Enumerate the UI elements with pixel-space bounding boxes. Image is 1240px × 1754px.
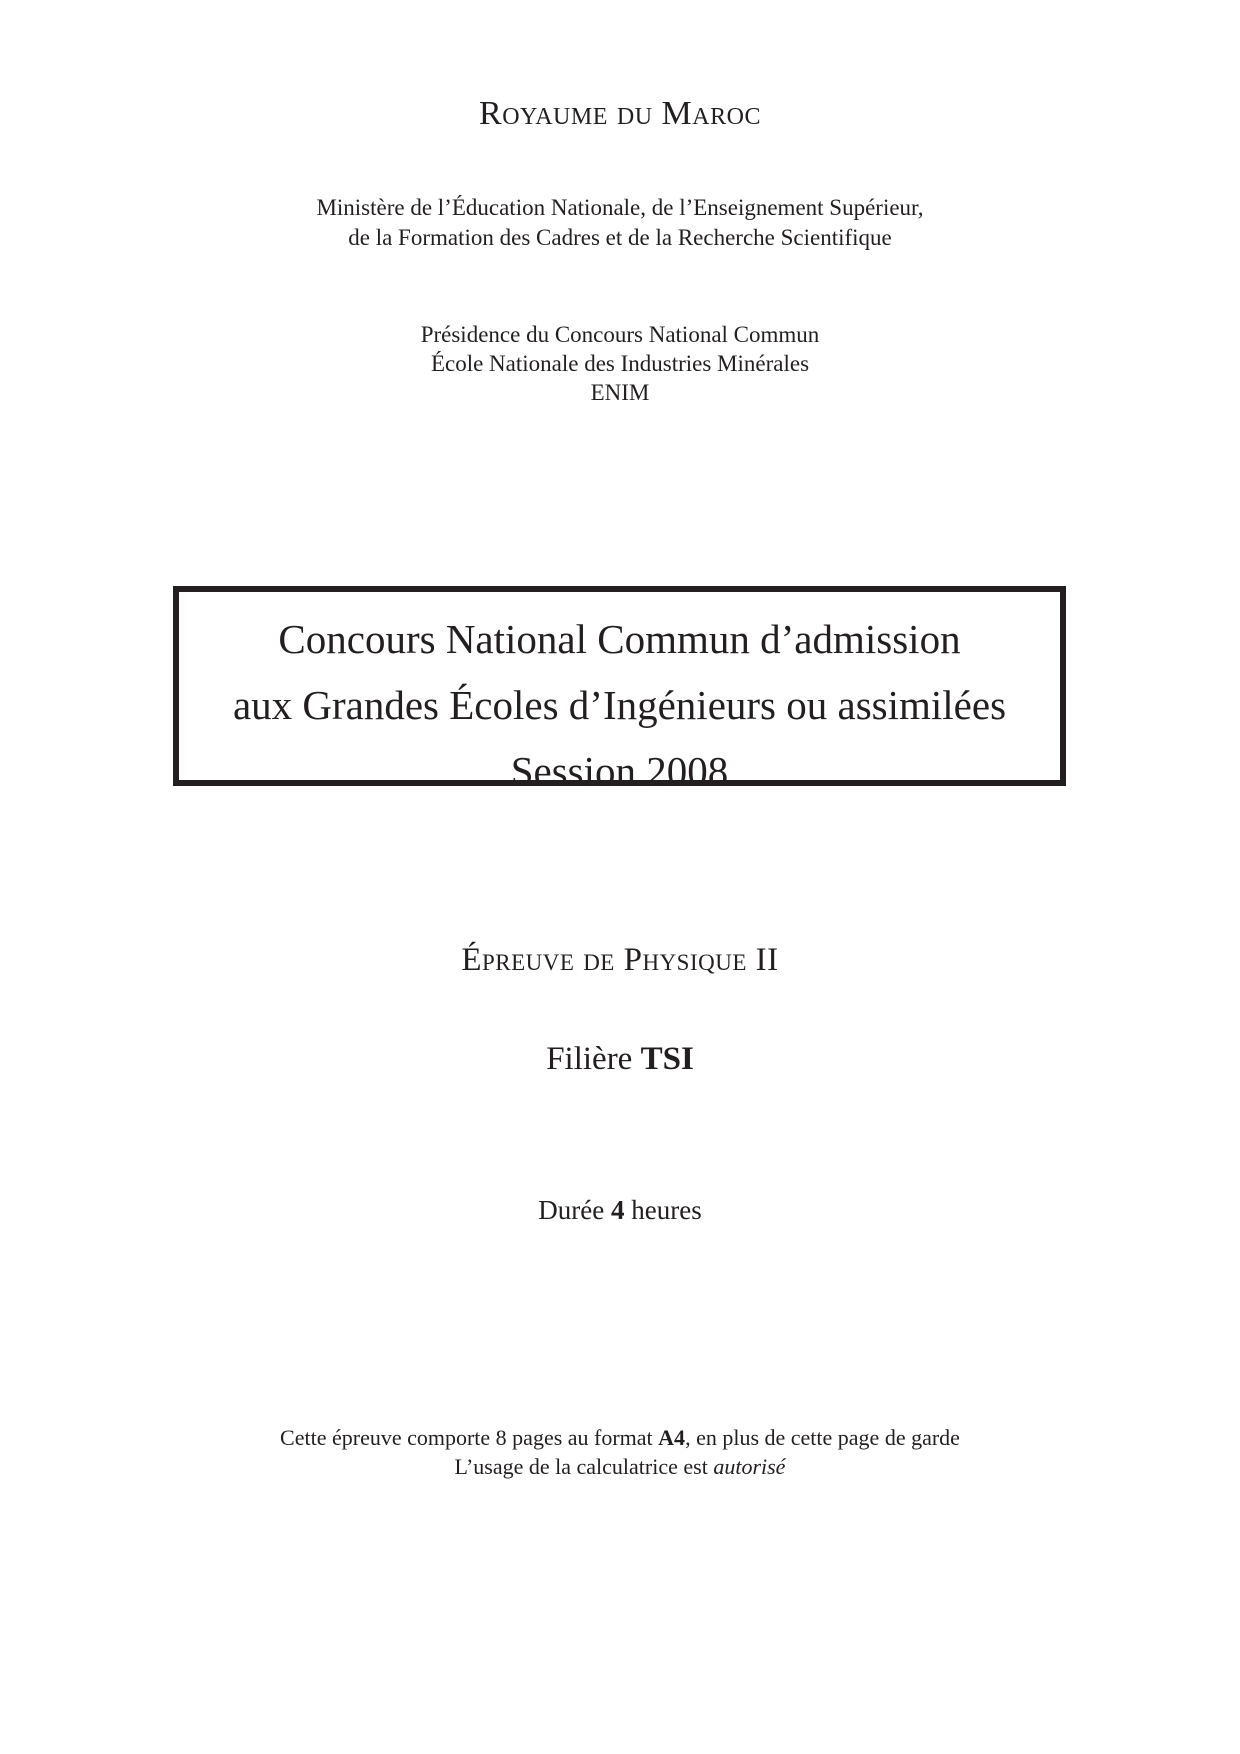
presidency-line-1: Présidence du Concours National Commun bbox=[420, 322, 820, 347]
exam-title: Épreuve de Physique II bbox=[461, 942, 779, 978]
ministry-block bbox=[0, 193, 1240, 253]
calculator-note-prefix: L’usage de la calculatrice est bbox=[454, 1454, 708, 1479]
duration-suffix: heures bbox=[631, 1195, 702, 1225]
duration-prefix: Durée bbox=[538, 1195, 605, 1225]
track-value: TSI bbox=[640, 1041, 694, 1077]
ministry-line-2: de la Formation des Cadres et de la Recherche Scientifique bbox=[348, 225, 892, 250]
presidency-block bbox=[0, 320, 1240, 407]
duration-line bbox=[0, 1192, 1240, 1228]
contest-title-box bbox=[173, 586, 1066, 794]
presidency-line-3: ENIM bbox=[590, 380, 650, 405]
pages-note-prefix: Cette épreuve comporte 8 pages au format bbox=[280, 1425, 653, 1450]
pages-format: A4 bbox=[658, 1425, 686, 1450]
contest-session: Session 2008 bbox=[510, 748, 729, 794]
contest-line-2: aux Grandes Écoles d’Ingénieurs ou assimilées bbox=[232, 682, 1007, 728]
calculator-status: autorisé bbox=[713, 1454, 786, 1479]
ministry-line-1: Ministère de l’Éducation Nationale, de l’Enseignement Supérieur, bbox=[316, 195, 924, 220]
track-line bbox=[0, 1037, 1240, 1081]
notes-block bbox=[0, 1423, 1240, 1481]
duration-value: 4 bbox=[611, 1195, 625, 1225]
contest-line-1: Concours National Commun d’admission bbox=[278, 616, 961, 662]
pages-note-suffix: , en plus de cette page de garde bbox=[685, 1425, 960, 1450]
presidency-line-2: École Nationale des Industries Minérales bbox=[430, 351, 810, 376]
track-label: Filière bbox=[546, 1041, 633, 1077]
pages-note bbox=[0, 1423, 1240, 1452]
country-heading: Royaume du Maroc bbox=[479, 95, 761, 132]
calculator-note bbox=[0, 1452, 1240, 1481]
